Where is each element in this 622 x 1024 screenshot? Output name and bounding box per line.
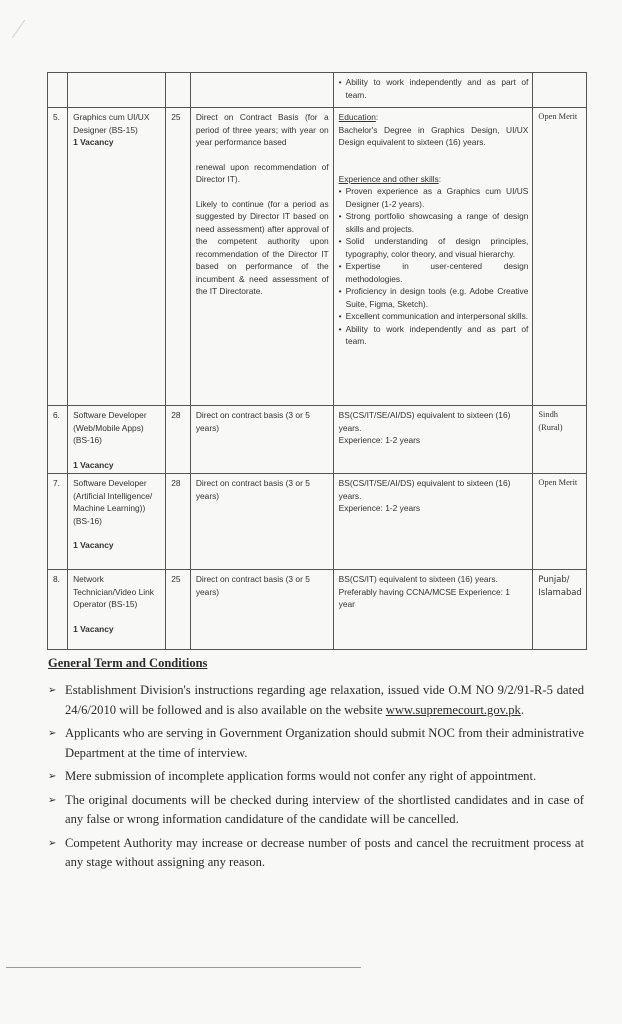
skill-bullet: • Excellent communication and interpersonal skills.: [339, 310, 529, 323]
cell-qualification: [333, 73, 533, 108]
cell-no: [48, 73, 68, 108]
terms-item-text: The original documents will be checked during interview of the shortlisted candidates and in case of any false or wrong information candidature of the candidate will be cancelled.: [65, 792, 584, 826]
education-text: Bachelor's Degree in Graphics Design, UI/UX Design equivalent to sixteen (16) years.: [338, 124, 529, 147]
cell-no: 7.: [48, 474, 68, 570]
cell-age: 28: [166, 406, 191, 474]
arrow-bullet-icon: ➢: [48, 771, 57, 782]
cell-mode: Direct on contract basis (3 or 5 years): [190, 406, 333, 474]
cell-post: [68, 474, 166, 570]
vacancy-table: [47, 72, 587, 650]
cell-no: 6.: [48, 406, 68, 474]
cell-mode: [190, 73, 333, 108]
education-label: Education: [338, 112, 376, 122]
experience-label: Experience and other skills: [338, 173, 439, 184]
terms-item-end: .: [520, 702, 525, 717]
table-row: [48, 108, 587, 406]
mode-text: Direct on Contract Basis (for a period of three years; with year on year performance based: [195, 112, 329, 147]
general-terms-section: [48, 656, 584, 877]
vacancy-count: 1 Vacancy: [73, 137, 114, 147]
cell-no: 8.: [48, 570, 68, 650]
terms-item-text: Applicants who are serving in Government Organization should submit NOC from their administrative Department at the time of interview.: [65, 726, 584, 760]
cell-quota: [533, 73, 587, 108]
cell-quota: Punjab/ Islamabad: [533, 570, 587, 650]
skill-bullet: • Solid understanding of design principles, typography, color theory, and visual hierarchy.: [339, 235, 529, 260]
vacancy-count: 1 Vacancy: [73, 623, 114, 634]
experience-text: Experience: 1-2 years: [338, 435, 421, 445]
qualification-text: BS(CS/IT/SE/AI/DS) equivalent to sixteen (16) years.: [338, 478, 511, 501]
cell-post: [68, 406, 166, 474]
post-title: Network Technician/Video Link Operator (BS-15): [73, 574, 154, 609]
cell-quota: Open Merit: [533, 474, 587, 570]
terms-item-text: Establishment Division's instructions regarding age relaxation, issued vide O.M NO 9/2/91-R-5 dated 24/6/2010 will be followed and is also available on the website: [65, 683, 584, 717]
experience-text: Preferably having CCNA/MCSE Experience: 1 year: [338, 586, 510, 609]
post-title: Software Developer (Artificial Intelligence/ Machine Learning)) (BS-16): [73, 478, 153, 526]
terms-item-text: Competent Authority may increase or decrease number of posts and cancel the recruitment process at any stage without assigning any reason.: [65, 835, 584, 869]
terms-item: [48, 767, 584, 787]
cell-mode: [190, 108, 333, 406]
cell-post: [68, 73, 166, 108]
table-row: [48, 570, 587, 650]
arrow-bullet-icon: ➢: [48, 685, 57, 696]
qualification-text: BS(CS/IT) equivalent to sixteen (16) years.: [338, 574, 498, 584]
cell-quota: Sindh (Rural): [533, 406, 587, 474]
terms-item: [48, 834, 584, 873]
cell-age: [166, 73, 191, 108]
vacancy-count: 1 Vacancy: [73, 459, 114, 470]
terms-item: [48, 791, 584, 830]
mode-text: Likely to continue (for a period as suggested by Director IT based on need assessment) after approval of the competent authority upon recommendation of the Director IT based on performance of the incumbent & need assessment of the IT Directorate.: [195, 198, 329, 296]
cell-age: 28: [166, 474, 191, 570]
terms-heading: General Term and Conditions: [48, 656, 208, 670]
skill-bullet: • Expertise in user-centered design methodologies.: [339, 260, 529, 285]
table-row: [48, 474, 587, 570]
cell-qualification: Education: Bachelor's Degree in Graphics Design, UI/UX Design equivalent to sixteen (16) years. Experience and other skills: • Proven experience as a Graphics cum UI/US Designer (1-2 years). • Strong portfolio showcasing a range of design skills and projects. • Solid understanding of design principles, typography, color theory, and visual hierarchy. • Expertise in user-centered design methodologies. • Proficiency in design tools (e.g. Adobe Creative Suite, Figma, Sketch). • Excellent communication and interpersonal skills. • Ability to work independently and as part of team.: [333, 108, 533, 406]
post-title: Graphics cum UI/UX Designer (BS-15): [73, 112, 150, 135]
table-row: [48, 406, 587, 474]
terms-list: [48, 681, 584, 873]
skill-bullet: • Proven experience as a Graphics cum UI/US Designer (1-2 years).: [339, 185, 529, 210]
skills-list: [339, 185, 529, 348]
qualification-text: BS(CS/IT/SE/AI/DS) equivalent to sixteen (16) years.: [338, 410, 511, 433]
terms-item: [48, 724, 584, 763]
cell-qualification: [333, 474, 533, 570]
cell-mode: Direct on contract basis (3 or 5 years): [190, 474, 333, 570]
cell-mode: Direct on contract basis (3 or 5 years): [190, 570, 333, 650]
cell-post: [68, 570, 166, 650]
cell-qualification: [333, 570, 533, 650]
skill-bullet: • Ability to work independently and as part of team.: [339, 323, 529, 348]
cell-qualification: [333, 406, 533, 474]
skill-bullet: • Strong portfolio showcasing a range of design skills and projects.: [339, 210, 529, 235]
arrow-bullet-icon: ➢: [48, 837, 57, 849]
post-title: Software Developer (Web/Mobile Apps) (BS-16): [73, 410, 147, 445]
footer-divider: [6, 967, 361, 968]
cell-age: 25: [166, 108, 191, 406]
cell-no: 5.: [48, 108, 68, 406]
vacancy-count: 1 Vacancy: [73, 540, 114, 550]
terms-item: [48, 681, 584, 720]
scan-artifact: [12, 20, 25, 39]
skill-bullet: • Ability to work independently and as part of team.: [339, 76, 529, 101]
skill-bullet: • Proficiency in design tools (e.g. Adobe Creative Suite, Figma, Sketch).: [339, 285, 529, 310]
cell-post: [68, 108, 166, 406]
mode-text: renewal upon recommendation of Director IT).: [195, 161, 329, 184]
experience-text: Experience: 1-2 years: [338, 503, 421, 513]
arrow-bullet-icon: ➢: [48, 794, 57, 806]
cell-age: 25: [166, 570, 191, 650]
terms-item-text: Mere submission of incomplete application forms would not confer any right of appointment.: [65, 769, 537, 783]
supremecourt-website-link[interactable]: www.supremecourt.gov.pk: [385, 702, 521, 717]
arrow-bullet-icon: ➢: [48, 728, 57, 739]
table-row-continuation: [48, 73, 587, 108]
cell-quota: Open Merit: [533, 108, 587, 406]
